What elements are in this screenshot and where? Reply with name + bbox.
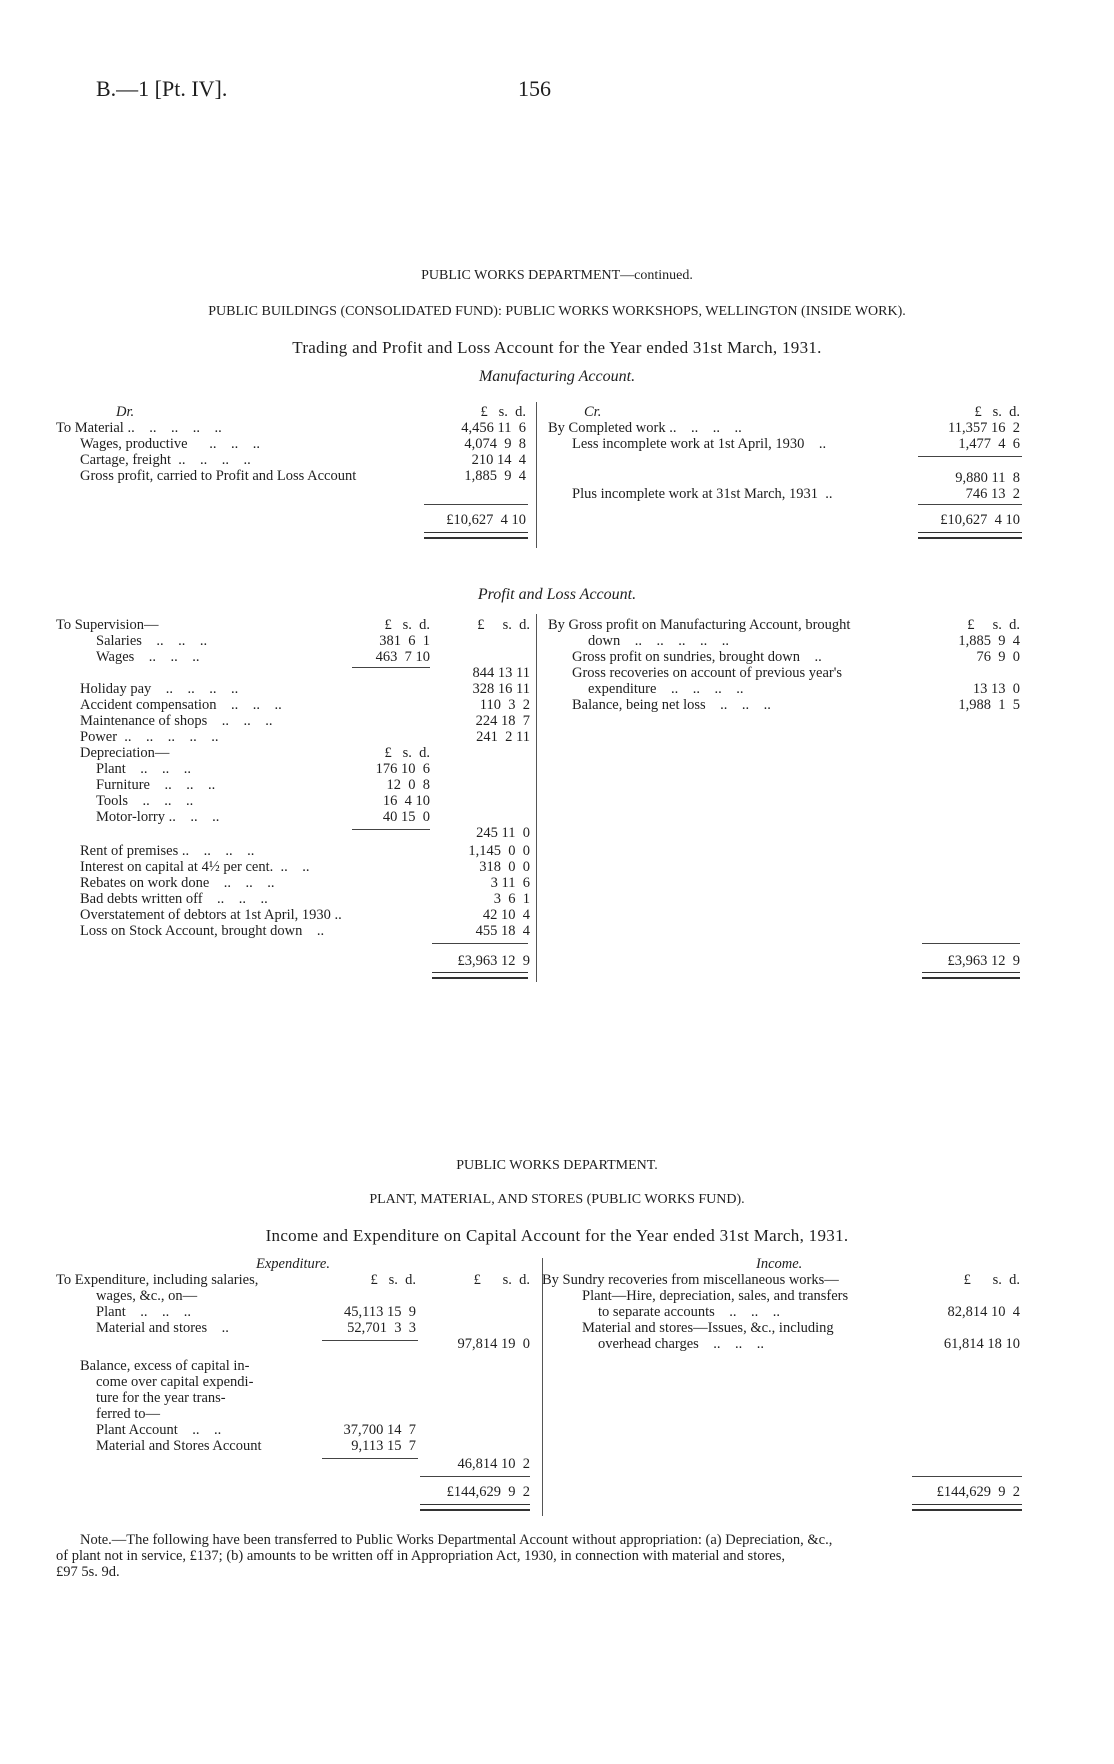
balance-line: come over capital expendi-: [96, 1374, 254, 1390]
double-rule: [432, 972, 528, 979]
pl-item-value: 3 6 1: [493, 891, 530, 907]
section-title: PUBLIC BUILDINGS (CONSOLIDATED FUND): PUBLIC WORKS WORKSHOPS, WELLINGTON (INSIDE WORK).: [208, 304, 906, 319]
pl-credit-label: Balance, being net loss .. .. ..: [572, 697, 771, 713]
pl-item-label: Overstatement of debtors at 1st April, 1930 ..: [80, 907, 342, 923]
column-headings: £ s. d.: [473, 1272, 530, 1288]
section-title-2: PLANT, MATERIAL, AND STORES (PUBLIC WORKS FUND).: [369, 1192, 745, 1207]
rule: [352, 829, 430, 830]
credit-total: £10,627 4 10: [940, 512, 1020, 528]
rule: [922, 943, 1020, 944]
expenditure-line: wages, &c., on—: [96, 1288, 198, 1304]
column-divider: [536, 614, 537, 982]
capital-debit-total: £144,629 9 2: [446, 1484, 530, 1500]
rule: [918, 504, 1022, 505]
column-headings: £ s. d.: [477, 617, 530, 633]
rule: [322, 1340, 418, 1341]
pl-credit-value: 1,988 1 5: [958, 697, 1020, 713]
dep-item-label: Motor-lorry .. .. ..: [96, 809, 220, 825]
credit-value: 746 13 2: [965, 486, 1020, 502]
rule: [432, 943, 528, 944]
salaries-label: Salaries .. .. ..: [96, 633, 208, 649]
credit-subtotal: 9,880 11 8: [955, 470, 1020, 486]
pl-credit-value: 13 13 0: [972, 681, 1020, 697]
pl-item-label: Holiday pay .. .. .. ..: [80, 681, 239, 697]
pl-item-value: 455 18 4: [475, 923, 530, 939]
wages-label: Wages .. .. ..: [96, 649, 200, 665]
expenditure-total: 97,814 19 0: [457, 1336, 530, 1352]
stores-account-value: 9,113 15 7: [351, 1438, 416, 1454]
income-line: By Sundry recoveries from miscellaneous works—: [542, 1272, 839, 1288]
pl-item-value: 1,145 0 0: [468, 843, 530, 859]
supervision-label: To Supervision—: [56, 617, 159, 633]
income-material-value: 61,814 18 10: [943, 1336, 1020, 1352]
pl-item-value: 224 18 7: [475, 713, 530, 729]
debit-label: To Material .. .. .. .. ..: [56, 420, 222, 436]
dep-item-label: Furniture .. .. ..: [96, 777, 216, 793]
plant-account-value: 37,700 14 7: [343, 1422, 416, 1438]
plant-value: 45,113 15 9: [344, 1304, 416, 1320]
pl-item-label: Power .. .. .. .. ..: [80, 729, 219, 745]
income-line: Plant—Hire, depreciation, sales, and transfers: [582, 1288, 849, 1304]
rule: [912, 1476, 1022, 1477]
expenditure-line: To Expenditure, including salaries,: [56, 1272, 259, 1288]
page-reference: B.—1 [Pt. IV].: [96, 76, 228, 101]
dep-item-value: 176 10 6: [375, 761, 430, 777]
income-line: Material and stores—Issues, &c., including: [582, 1320, 834, 1336]
income-plant-value: 82,814 10 4: [947, 1304, 1020, 1320]
supervision-total: 844 13 11: [472, 665, 530, 681]
pl-item-label: Bad debts written off .. .. ..: [80, 891, 268, 907]
balance-line: Balance, excess of capital in-: [80, 1358, 250, 1374]
pl-credit-value: 76 9 0: [976, 649, 1020, 665]
double-rule: [912, 1504, 1022, 1511]
double-rule: [424, 532, 528, 539]
credit-label: Plus incomplete work at 31st March, 1931 ..: [572, 486, 833, 502]
pl-credit-label: expenditure .. .. .. ..: [588, 681, 744, 697]
pl-debit-total: £3,963 12 9: [457, 953, 530, 969]
column-headings: £ s. d.: [480, 404, 526, 420]
debit-total: £10,627 4 10: [446, 512, 526, 528]
section-subtitle-2: Income and Expenditure on Capital Account for the Year ended 31st March, 1931.: [265, 1226, 849, 1245]
debit-label: Cartage, freight .. .. .. ..: [80, 452, 251, 468]
column-headings: £ s. d.: [370, 1272, 416, 1288]
column-divider: [536, 402, 537, 548]
rule: [420, 1476, 530, 1477]
dep-item-value: 16 4 10: [382, 793, 430, 809]
income-heading: Income.: [756, 1256, 803, 1272]
double-rule: [918, 532, 1022, 539]
pl-item-label: Rebates on work done .. .. ..: [80, 875, 275, 891]
pl-item-value: 241 2 11: [476, 729, 530, 745]
credit-value: 1,477 4 6: [958, 436, 1020, 452]
double-rule: [922, 972, 1020, 979]
dep-item-label: Plant .. .. ..: [96, 761, 192, 777]
column-headings: £ s. d.: [967, 617, 1020, 633]
credit-label: By Completed work .. .. .. ..: [548, 420, 742, 436]
debit-label: Gross profit, carried to Profit and Loss Account: [80, 468, 357, 484]
dep-item-value: 40 15 0: [382, 809, 430, 825]
pl-credit-label: Gross profit on sundries, brought down ..: [572, 649, 822, 665]
pl-credit-value: 1,885 9 4: [958, 633, 1020, 649]
rule: [918, 456, 1022, 457]
pl-credit-label: down .. .. .. .. ..: [588, 633, 729, 649]
stores-account-label: Material and Stores Account: [96, 1438, 262, 1454]
pl-item-value: 42 10 4: [482, 907, 530, 923]
expenditure-heading: Expenditure.: [256, 1256, 330, 1272]
column-headings: £ s. d.: [963, 1272, 1020, 1288]
salaries-value: 381 6 1: [379, 633, 430, 649]
debit-label: Wages, productive .. .. ..: [80, 436, 261, 452]
debit-value: 4,074 9 8: [464, 436, 526, 452]
pl-credit-label: By Gross profit on Manufacturing Account, brought: [548, 617, 851, 633]
debit-value: 210 14 4: [471, 452, 526, 468]
column-headings: £ s. d.: [384, 745, 430, 761]
note-line: of plant not in service, £137; (b) amounts to be written off in Appropriation Act, 1930, in connection with material and stores,: [56, 1548, 786, 1564]
column-headings: £ s. d.: [974, 404, 1020, 420]
material-value: 52,701 3 3: [347, 1320, 416, 1336]
pl-item-label: Loss on Stock Account, brought down ..: [80, 923, 325, 939]
pl-item-label: Accident compensation .. .. ..: [80, 697, 282, 713]
pl-item-value: 328 16 11: [472, 681, 530, 697]
credit-value: 11,357 16 2: [948, 420, 1020, 436]
department-heading-2: PUBLIC WORKS DEPARTMENT.: [456, 1158, 658, 1173]
balance-total: 46,814 10 2: [457, 1456, 530, 1472]
income-line: to separate accounts .. .. ..: [598, 1304, 781, 1320]
page-number: 156: [518, 76, 551, 101]
pl-item-value: 318 0 0: [479, 859, 530, 875]
balance-line: ferred to—: [96, 1406, 161, 1422]
plant-account-label: Plant Account .. ..: [96, 1422, 222, 1438]
pl-item-value: 3 11 6: [490, 875, 530, 891]
dr-label: Dr.: [116, 404, 135, 420]
credit-label: Less incomplete work at 1st April, 1930 ..: [572, 436, 827, 452]
pl-item-label: Maintenance of shops .. .. ..: [80, 713, 273, 729]
pl-item-label: Interest on capital at 4½ per cent. .. ..: [80, 859, 310, 875]
rule: [322, 1458, 418, 1459]
debit-value: 1,885 9 4: [464, 468, 526, 484]
capital-credit-total: £144,629 9 2: [936, 1484, 1020, 1500]
debit-value: 4,456 11 6: [461, 420, 526, 436]
profit-loss-heading: Profit and Loss Account.: [477, 586, 637, 603]
pl-credit-label: Gross recoveries on account of previous year's: [572, 665, 842, 681]
dep-item-value: 12 0 8: [386, 777, 430, 793]
dep-item-label: Tools .. .. ..: [96, 793, 194, 809]
balance-line: ture for the year trans-: [96, 1390, 226, 1406]
pl-item-label: Rent of premises .. .. .. ..: [80, 843, 255, 859]
income-line: overhead charges .. .. ..: [598, 1336, 765, 1352]
column-divider: [542, 1258, 543, 1516]
cr-label: Cr.: [584, 404, 602, 420]
note-line: £97 5s. 9d.: [56, 1564, 120, 1580]
department-heading: PUBLIC WORKS DEPARTMENT—continued.: [421, 268, 693, 283]
rule: [424, 504, 528, 505]
pl-item-value: 110 3 2: [479, 697, 530, 713]
note-line: Note.—The following have been transferred to Public Works Departmental Account without appropriation: (a) Depreciation, &c.,: [80, 1532, 833, 1548]
pl-credit-total: £3,963 12 9: [947, 953, 1020, 969]
rule: [352, 667, 430, 668]
column-headings: £ s. d.: [384, 617, 430, 633]
manufacturing-heading: Manufacturing Account.: [478, 368, 636, 385]
depreciation-total: 245 11 0: [476, 825, 530, 841]
depreciation-label: Depreciation—: [80, 745, 170, 761]
plant-label: Plant .. .. ..: [96, 1304, 192, 1320]
material-label: Material and stores ..: [96, 1320, 229, 1336]
double-rule: [420, 1504, 530, 1511]
wages-value: 463 7 10: [375, 649, 430, 665]
section-subtitle: Trading and Profit and Loss Account for the Year ended 31st March, 1931.: [292, 338, 822, 357]
